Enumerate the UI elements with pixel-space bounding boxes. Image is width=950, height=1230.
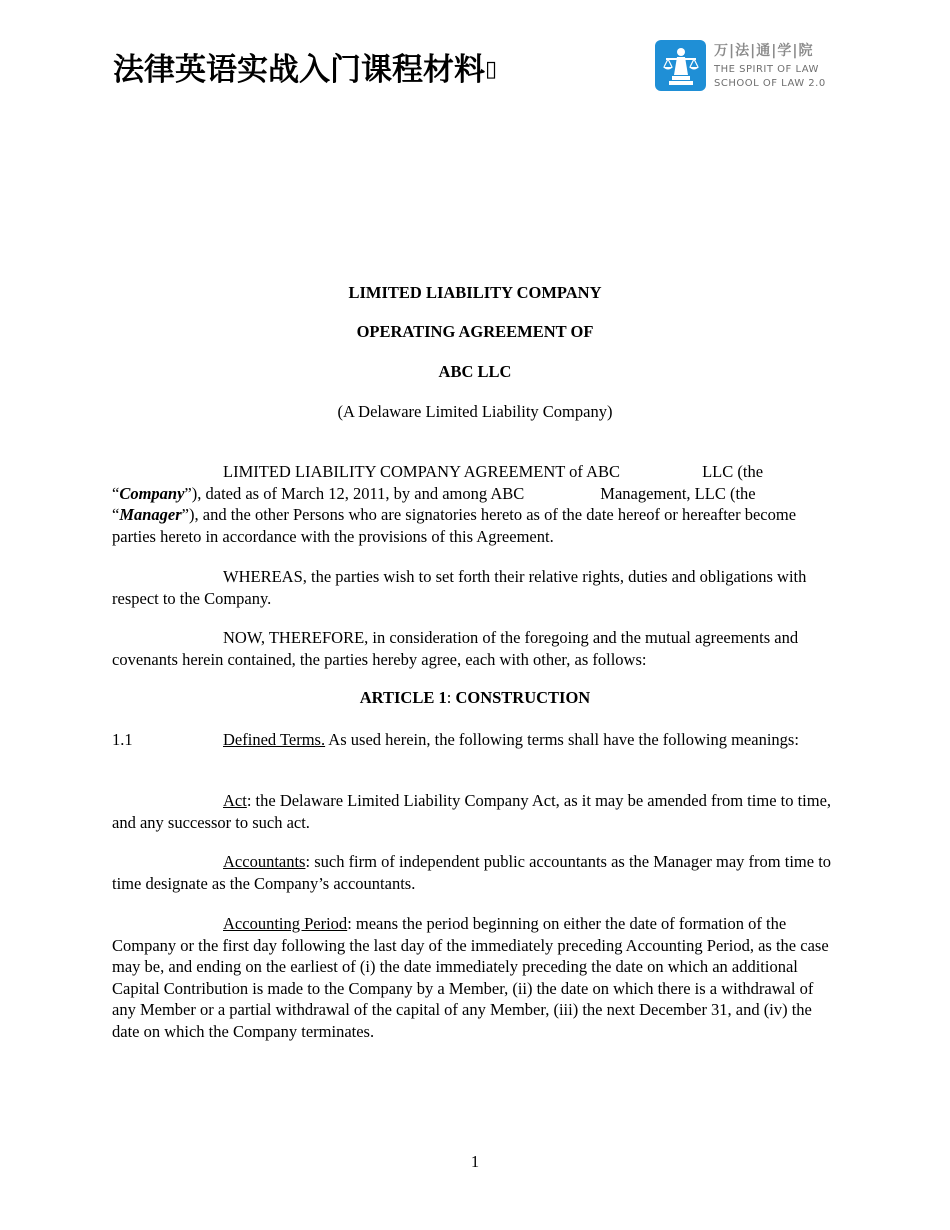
definition-accounting-period: Accounting Period: means the period beginning on either the date of formation of the Company or the first day following the last day of the immediately preceding Accounting Period, as the case may be, and ending on the earliest of (i) the date immediately preceding the date on which an additional Capital Contribution is made to the Company by a Member, (ii) the date on which there is a withdrawal of any Member or a partial withdrawal of the capital of any Member, (iii) the next December 31, and (iv) the date on which the Company terminates. xyxy=(112,914,829,1041)
definition-term: Act xyxy=(223,791,247,810)
section-title: Defined Terms. xyxy=(223,730,326,749)
section-1-1-text: Defined Terms. As used herein, the following terms shall have the following meanings: xyxy=(223,730,799,749)
justice-statue-icon xyxy=(655,40,706,91)
intro-paragraph: LIMITED LIABILITY COMPANY AGREEMENT of ABC LLC (the “Company”), dated as of March 12, 2011, by and among ABC Management, LLC (the “Manager”), and the other Persons who are signatories hereto as of the date hereof or hereafter become parties hereto in accordance with the provisions of this Agreement. xyxy=(112,462,797,546)
logo-english-line1: THE SPIRIT OF LAW xyxy=(714,64,819,75)
page-number: 1 xyxy=(470,1152,480,1171)
document-title-line1: LIMITED LIABILITY COMPANY xyxy=(348,283,602,302)
definition-accountants: Accountants: such firm of independent public accountants as the Manager may from time to time designate as the Company’s accountants. xyxy=(112,852,832,893)
document-title-line3: ABC LLC xyxy=(438,362,512,381)
school-logo xyxy=(655,40,826,91)
definition-term: Accountants xyxy=(223,852,306,871)
definition-term: Accounting Period xyxy=(223,914,348,933)
definition-act: Act: the Delaware Limited Liability Company Act, as it may be amended from time to time, and any successor to such act. xyxy=(112,791,832,832)
now-therefore-paragraph: NOW, THEREFORE, in consideration of the foregoing and the mutual agreements and covenants herein contained, the parties hereby agree, each with other, as follows: xyxy=(112,628,799,669)
logo-english-line2: SCHOOL OF LAW 2.0 xyxy=(714,78,826,89)
manager-defined-term: Manager xyxy=(119,505,182,524)
document-subtitle: (A Delaware Limited Liability Company) xyxy=(337,402,613,421)
article-heading: ARTICLE 1: CONSTRUCTION xyxy=(359,688,591,707)
document-title-line2: OPERATING AGREEMENT OF xyxy=(356,322,594,341)
section-number: 1.1 xyxy=(112,730,133,749)
company-defined-term: Company xyxy=(119,483,185,503)
logo-chinese-name: 万|法|通|学|院 xyxy=(714,43,814,59)
course-title: 法律英语实战入门课程材料▯ xyxy=(113,52,498,88)
whereas-paragraph: WHEREAS, the parties wish to set forth their relative rights, duties and obligations with respect to the Company. xyxy=(112,567,807,608)
